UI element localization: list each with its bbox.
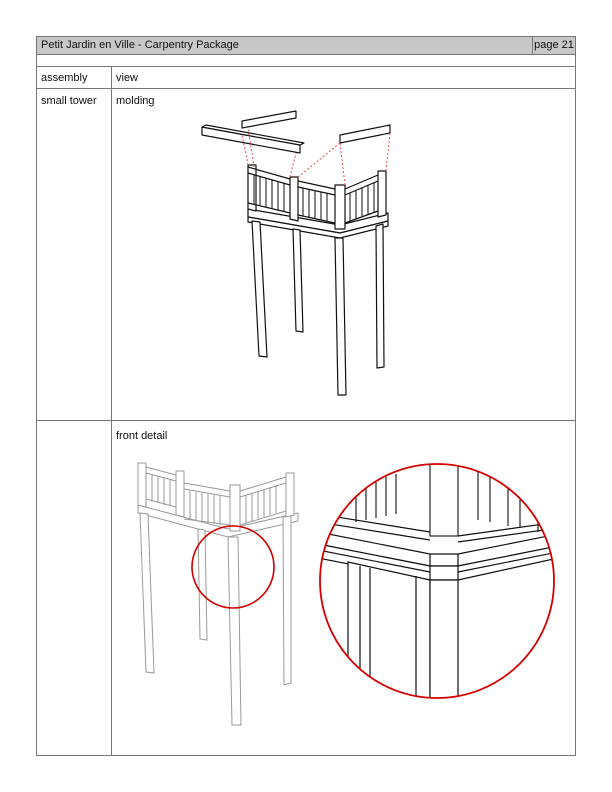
page-number: page 21 <box>532 37 575 54</box>
row-1-assembly: small tower <box>41 95 97 107</box>
column-header-view: view <box>116 72 139 84</box>
detail-highlight-circle <box>190 525 280 615</box>
document-title: Petit Jardin en Ville - Carpentry Package <box>41 39 239 51</box>
header-bar <box>37 37 575 55</box>
row-1-view: molding <box>116 95 155 107</box>
tower-molding-exploded-drawing <box>190 105 420 405</box>
row-divider <box>37 420 575 421</box>
column-header-assembly: assembly <box>41 72 88 84</box>
row-2-view: front detail <box>116 430 168 442</box>
column-divider <box>111 66 112 756</box>
column-header-rule <box>37 88 575 89</box>
table-top-rule <box>37 66 575 67</box>
magnified-corner-detail <box>318 462 558 706</box>
